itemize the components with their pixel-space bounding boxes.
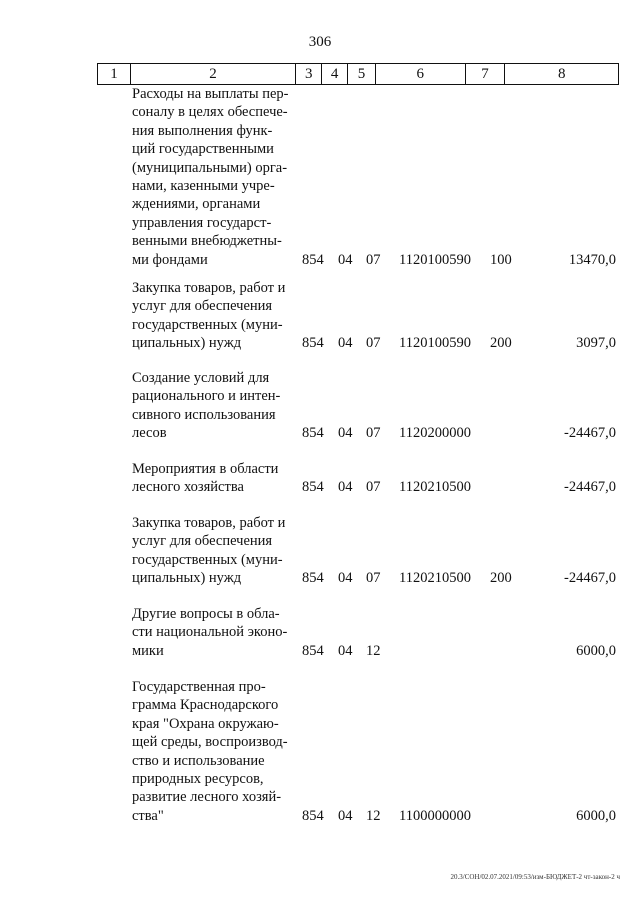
row-gr: 854 xyxy=(302,479,324,496)
row-pr: 12 xyxy=(366,807,381,824)
row-gr: 854 xyxy=(302,642,324,659)
row-pr: 07 xyxy=(366,251,381,268)
row-name: Закупка товаров, работ и услуг для обеспечения государственных (муни- ципальных) нужд xyxy=(132,280,286,352)
row-vr: 200 xyxy=(490,570,512,587)
row-pr: 07 xyxy=(366,335,381,352)
row-name: Государственная про- грамма Краснодарского края "Охрана окружаю- щей среды, воспроизвод- ство и использование природных ресурсов, развитие лесного хозяй- ства" xyxy=(132,679,288,824)
row-name: Закупка товаров, работ и услуг для обеспечения государственных (муни- ципальных) нужд xyxy=(132,515,286,587)
row-pr: 07 xyxy=(366,570,381,587)
row-rz: 04 xyxy=(338,335,353,352)
row-gr: 854 xyxy=(302,807,324,824)
row-sum: -24467,0 xyxy=(564,570,616,587)
table-header xyxy=(97,63,619,85)
row-rz: 04 xyxy=(338,642,353,659)
row-csr: 1120100590 xyxy=(399,335,471,352)
row-pr: 07 xyxy=(366,479,381,496)
header-cell-8: 8 xyxy=(557,65,566,82)
row-sum: 6000,0 xyxy=(576,642,616,659)
row-sum: 3097,0 xyxy=(576,335,616,352)
row-rz: 04 xyxy=(338,807,353,824)
page-number: 306 xyxy=(308,34,332,50)
row-pr: 07 xyxy=(366,425,381,442)
header-cell-1: 1 xyxy=(98,64,131,84)
document-footer: 20.3/СОН/02.07.2021/09:53/изм-БЮДЖЕТ-2 чт-закон-2 ч xyxy=(450,873,620,881)
row-sum: -24467,0 xyxy=(564,425,616,442)
row-csr: 1120210500 xyxy=(399,479,471,496)
row-sum: 6000,0 xyxy=(576,807,616,824)
row-name: Расходы на выплаты пер- соналу в целях обеспече- ния выполнения функ- ций государственными (муниципальными) орга- нами, казенными учре- ждениями, органами управления государст- венными внебюджетны- ми фондами xyxy=(132,86,289,268)
header-cell-2: 2 xyxy=(131,64,296,84)
row-name: Другие вопросы в обла- сти национальной эконо- мики xyxy=(132,606,288,659)
row-gr: 854 xyxy=(302,251,324,268)
row-rz: 04 xyxy=(338,251,353,268)
row-vr: 100 xyxy=(490,251,512,268)
header-cell-7: 7 xyxy=(466,64,506,84)
header-cell-3: 3 xyxy=(296,64,322,84)
row-sum: -24467,0 xyxy=(564,479,616,496)
row-csr: 1120210500 xyxy=(399,570,471,587)
row-rz: 04 xyxy=(338,479,353,496)
row-vr: 200 xyxy=(490,335,512,352)
row-rz: 04 xyxy=(338,570,353,587)
row-gr: 854 xyxy=(302,335,324,352)
header-cell-5: 5 xyxy=(348,64,376,84)
row-sum: 13470,0 xyxy=(568,251,616,268)
row-gr: 854 xyxy=(302,570,324,587)
row-csr: 1120200000 xyxy=(399,425,471,442)
row-csr: 1120100590 xyxy=(399,251,471,268)
row-pr: 12 xyxy=(366,642,381,659)
header-cell-4: 4 xyxy=(322,64,348,84)
row-rz: 04 xyxy=(338,425,353,442)
row-name: Создание условий для рационального и интен- сивного использования лесов xyxy=(132,370,281,442)
row-csr: 1100000000 xyxy=(399,807,471,824)
row-name: Мероприятия в области лесного хозяйства xyxy=(132,461,279,496)
header-cell-6: 6 xyxy=(376,64,466,84)
row-gr: 854 xyxy=(302,425,324,442)
